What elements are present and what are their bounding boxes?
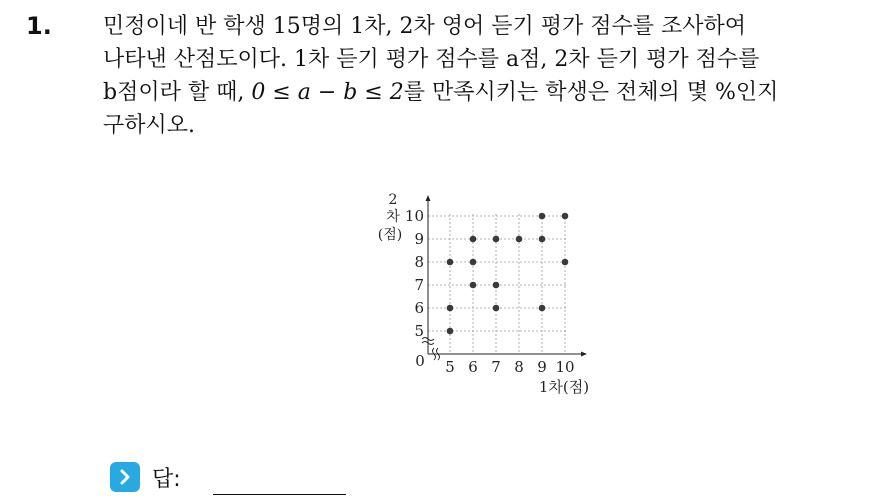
y-tick-label: 6 bbox=[414, 299, 424, 317]
data-point bbox=[516, 236, 523, 243]
data-point bbox=[447, 305, 454, 312]
y-axis-label-line: 2 bbox=[388, 192, 398, 208]
question-text bbox=[103, 10, 873, 142]
question-line-3-pre: b점이라 할 때, bbox=[103, 80, 252, 105]
y-tick-labels bbox=[405, 207, 424, 340]
x-tick-label: 9 bbox=[537, 358, 547, 376]
x-axis-label: 1차(점) bbox=[538, 378, 590, 396]
data-point bbox=[493, 282, 500, 289]
question-line-1: 민정이네 반 학생 15명의 1차, 2차 영어 듣기 평가 점수를 조사하여 bbox=[103, 14, 746, 39]
y-tick-label: 7 bbox=[414, 276, 424, 294]
x-tick-label: 5 bbox=[445, 358, 455, 376]
data-point bbox=[539, 305, 546, 312]
data-point bbox=[470, 259, 477, 266]
answer-input-line[interactable] bbox=[213, 494, 346, 495]
question-line-2: 나타낸 산점도이다. 1차 듣기 평가 점수를 a점, 2차 듣기 평가 점수를 bbox=[103, 47, 760, 72]
axes bbox=[422, 195, 587, 360]
y-axis-arrow bbox=[426, 195, 431, 201]
question-line-3-post: 를 만족시키는 학생은 전체의 몇 %인지 bbox=[403, 80, 779, 105]
data-point bbox=[470, 236, 477, 243]
question-number: 1. bbox=[26, 12, 52, 40]
data-point bbox=[562, 259, 569, 266]
x-tick-label: 8 bbox=[514, 358, 524, 376]
x-tick-labels bbox=[445, 358, 574, 376]
x-tick-label: 6 bbox=[468, 358, 478, 376]
inequality-math: 0 ≤ a − b ≤ 2 bbox=[251, 80, 404, 105]
y-tick-label: 5 bbox=[414, 322, 424, 340]
x-axis-arrow bbox=[581, 352, 587, 357]
x-tick-label: 7 bbox=[491, 358, 501, 376]
data-points bbox=[447, 213, 569, 335]
scatter-plot bbox=[360, 190, 600, 405]
answer-row bbox=[110, 457, 181, 497]
data-point bbox=[539, 236, 546, 243]
y-axis-label-line: 차 bbox=[386, 209, 400, 225]
data-point bbox=[493, 305, 500, 312]
y-axis-label bbox=[378, 192, 402, 243]
y-tick-label: 9 bbox=[414, 230, 424, 248]
answer-label: 답: bbox=[152, 466, 181, 492]
data-point bbox=[562, 213, 569, 220]
data-point bbox=[447, 328, 454, 335]
question-line-3 bbox=[103, 76, 873, 109]
y-tick-label: 10 bbox=[404, 207, 424, 225]
data-point bbox=[493, 236, 500, 243]
question-line-4: 구하시오. bbox=[103, 113, 196, 138]
data-point bbox=[447, 259, 454, 266]
x-tick-label: 10 bbox=[555, 358, 575, 376]
y-axis-label-line: (점) bbox=[377, 227, 403, 243]
data-point bbox=[539, 213, 546, 220]
y-tick-label: 8 bbox=[414, 253, 424, 271]
data-point bbox=[470, 282, 477, 289]
chevron-right-icon bbox=[110, 462, 140, 492]
origin-label: 0 bbox=[415, 352, 425, 370]
